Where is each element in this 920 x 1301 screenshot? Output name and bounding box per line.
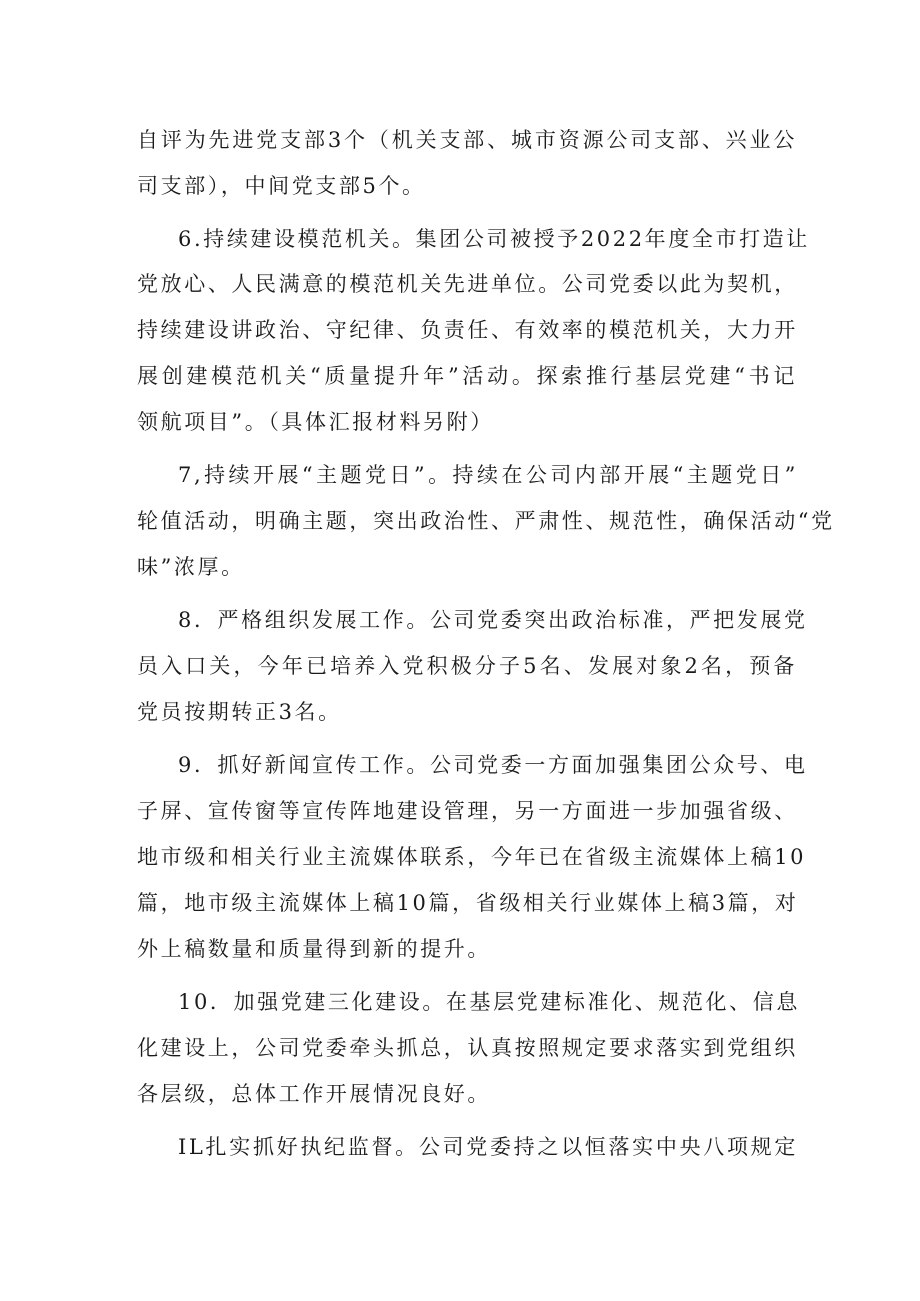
paragraph-10-heading-line: 10．加强党建三化建设。在基层党建标准化、规范化、信息: [178, 990, 800, 1014]
text-line: 领航项目”。（具体汇报材料另附）: [137, 410, 494, 434]
text-line: 地市级和相关行业主流媒体联系，今年已在省级主流媒体上稿10: [137, 845, 807, 869]
text-line: 外上稿数量和质量得到新的提升。: [137, 937, 491, 961]
paragraph-6-heading-line: 6.持续建设模范机关。集团公司被授予2022年度全市打造让: [178, 227, 810, 251]
paragraph-11-heading-line: IL扎实抓好执纪监督。公司党委持之以恒落实中央八项规定: [178, 1135, 798, 1159]
text-line: 味”浓厚。: [137, 555, 245, 579]
text-line: 化建设上，公司党委牵头抓总，认真按照规定要求落实到党组织: [137, 1036, 798, 1060]
text-line: 司支部），中间党支部5个。: [137, 174, 426, 198]
text-line: 党放心、人民满意的模范机关先进单位。公司党委以此为契机，: [137, 272, 798, 296]
paragraph-9-heading-line: 9．抓好新闻宣传工作。公司党委一方面加强集团公众号、电: [178, 753, 808, 777]
text-line: 党员按期转正3名。: [137, 700, 342, 724]
text-line: 自评为先进党支部3个（机关支部、城市资源公司支部、兴业公: [137, 128, 797, 152]
paragraph-8-heading-line: 8．严格组织发展工作。公司党委突出政治标准，严把发展党: [178, 608, 808, 632]
text-line: 员入口关，今年已培养入党积极分子5名、发展对象2名，预备: [137, 654, 797, 678]
text-line: 展创建模范机关“质量提升年”活动。探索推行基层党建“书记: [137, 364, 797, 388]
text-line: 轮值活动，明确主题，突出政治性、严肃性、规范性，确保活动“党: [137, 509, 835, 533]
text-line: 篇，地市级主流媒体上稿10篇，省级相关行业媒体上稿3篇，对: [137, 891, 799, 915]
paragraph-7-heading-line: 7,持续开展“主题党日”。持续在公司内部开展“主题党日”: [178, 463, 798, 487]
text-line: 持续建设讲政治、守纪律、负责任、有效率的模范机关，大力开: [137, 318, 798, 342]
text-line: 各层级，总体工作开展情况良好。: [137, 1082, 491, 1106]
text-line: 子屏、宣传窗等宣传阵地建设管理，另一方面进一步加强省级、: [137, 799, 798, 823]
